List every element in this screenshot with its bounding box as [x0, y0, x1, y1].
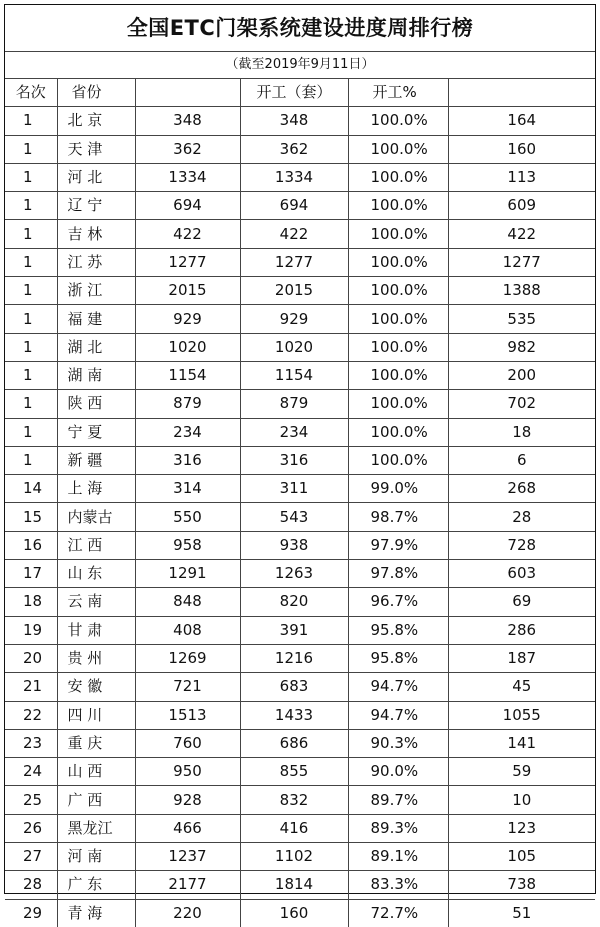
last-value-cell: 702: [448, 390, 595, 418]
table-body: [5, 107, 595, 927]
last-value-cell: 738: [448, 871, 595, 899]
rank-cell: 26: [5, 814, 57, 842]
plan-cell: 422: [135, 220, 240, 248]
column-header-rank: 名次: [5, 79, 57, 107]
plan-cell: 721: [135, 673, 240, 701]
province-cell: 北 京: [57, 107, 135, 135]
rank-cell: 20: [5, 644, 57, 672]
table-row: [5, 305, 595, 333]
plan-cell: 466: [135, 814, 240, 842]
started-cell: 1277: [240, 248, 348, 276]
province-cell: 广 东: [57, 871, 135, 899]
last-value-cell: 187: [448, 644, 595, 672]
rank-cell: 1: [5, 390, 57, 418]
table-header-row: [5, 79, 595, 107]
percent-cell: 100.0%: [348, 361, 448, 389]
last-value-cell: 18: [448, 418, 595, 446]
last-value-cell: 164: [448, 107, 595, 135]
started-cell: 929: [240, 305, 348, 333]
table-row: [5, 107, 595, 135]
percent-cell: 94.7%: [348, 673, 448, 701]
table-row: [5, 163, 595, 191]
plan-cell: 1513: [135, 701, 240, 729]
plan-cell: 1154: [135, 361, 240, 389]
plan-cell: 1277: [135, 248, 240, 276]
started-cell: 820: [240, 588, 348, 616]
started-cell: 1814: [240, 871, 348, 899]
province-cell: 广 西: [57, 786, 135, 814]
rank-cell: 1: [5, 220, 57, 248]
rank-cell: 23: [5, 729, 57, 757]
plan-cell: 848: [135, 588, 240, 616]
rank-cell: 16: [5, 531, 57, 559]
percent-cell: 97.9%: [348, 531, 448, 559]
started-cell: 1334: [240, 163, 348, 191]
table-row: [5, 475, 595, 503]
last-value-cell: 268: [448, 475, 595, 503]
province-cell: 辽 宁: [57, 192, 135, 220]
started-cell: 855: [240, 758, 348, 786]
table-row: [5, 899, 595, 927]
percent-cell: 94.7%: [348, 701, 448, 729]
last-value-cell: 141: [448, 729, 595, 757]
table-row: [5, 503, 595, 531]
table-row: [5, 192, 595, 220]
province-cell: 上 海: [57, 475, 135, 503]
plan-cell: 1237: [135, 843, 240, 871]
plan-cell: 694: [135, 192, 240, 220]
last-value-cell: 59: [448, 758, 595, 786]
plan-cell: 1020: [135, 333, 240, 361]
ranking-document: [4, 4, 596, 922]
last-value-cell: 200: [448, 361, 595, 389]
column-header-plan: [135, 79, 240, 107]
rank-cell: 14: [5, 475, 57, 503]
plan-cell: 316: [135, 446, 240, 474]
percent-cell: 89.3%: [348, 814, 448, 842]
province-cell: 福 建: [57, 305, 135, 333]
table-row: [5, 418, 595, 446]
province-cell: 山 西: [57, 758, 135, 786]
province-cell: 贵 州: [57, 644, 135, 672]
ranking-table: [5, 79, 595, 927]
province-cell: 天 津: [57, 135, 135, 163]
column-header-started: 开工（套）: [240, 79, 348, 107]
rank-cell: 1: [5, 305, 57, 333]
percent-cell: 100.0%: [348, 107, 448, 135]
percent-cell: 100.0%: [348, 248, 448, 276]
started-cell: 316: [240, 446, 348, 474]
plan-cell: 2015: [135, 277, 240, 305]
rank-cell: 1: [5, 361, 57, 389]
province-cell: 河 北: [57, 163, 135, 191]
province-cell: 安 徽: [57, 673, 135, 701]
last-value-cell: 1277: [448, 248, 595, 276]
last-value-cell: 1055: [448, 701, 595, 729]
last-value-cell: 609: [448, 192, 595, 220]
table-row: [5, 390, 595, 418]
plan-cell: 879: [135, 390, 240, 418]
rank-cell: 15: [5, 503, 57, 531]
rank-cell: 18: [5, 588, 57, 616]
percent-cell: 83.3%: [348, 871, 448, 899]
percent-cell: 99.0%: [348, 475, 448, 503]
percent-cell: 100.0%: [348, 418, 448, 446]
province-cell: 河 南: [57, 843, 135, 871]
table-row: [5, 361, 595, 389]
table-row: [5, 729, 595, 757]
province-cell: 湖 南: [57, 361, 135, 389]
province-cell: 湖 北: [57, 333, 135, 361]
started-cell: 1020: [240, 333, 348, 361]
province-cell: 云 南: [57, 588, 135, 616]
table-row: [5, 446, 595, 474]
plan-cell: 362: [135, 135, 240, 163]
percent-cell: 100.0%: [348, 192, 448, 220]
province-cell: 江 西: [57, 531, 135, 559]
plan-cell: 760: [135, 729, 240, 757]
rank-cell: 22: [5, 701, 57, 729]
province-cell: 青 海: [57, 899, 135, 927]
started-cell: 391: [240, 616, 348, 644]
plan-cell: 1334: [135, 163, 240, 191]
rank-cell: 1: [5, 248, 57, 276]
table-row: [5, 220, 595, 248]
last-value-cell: 10: [448, 786, 595, 814]
last-value-cell: 105: [448, 843, 595, 871]
table-row: [5, 248, 595, 276]
started-cell: 1102: [240, 843, 348, 871]
plan-cell: 220: [135, 899, 240, 927]
table-row: [5, 333, 595, 361]
percent-cell: 100.0%: [348, 333, 448, 361]
table-row: [5, 616, 595, 644]
last-value-cell: 28: [448, 503, 595, 531]
table-row: [5, 814, 595, 842]
started-cell: 543: [240, 503, 348, 531]
started-cell: 694: [240, 192, 348, 220]
province-cell: 吉 林: [57, 220, 135, 248]
percent-cell: 89.7%: [348, 786, 448, 814]
started-cell: 686: [240, 729, 348, 757]
started-cell: 683: [240, 673, 348, 701]
last-value-cell: 982: [448, 333, 595, 361]
started-cell: 234: [240, 418, 348, 446]
page-title: 全国ETC门架系统建设进度周排行榜: [5, 5, 595, 52]
last-value-cell: 6: [448, 446, 595, 474]
percent-cell: 100.0%: [348, 277, 448, 305]
column-header-last: [448, 79, 595, 107]
page-subtitle: （截至2019年9月11日）: [5, 52, 595, 79]
province-cell: 宁 夏: [57, 418, 135, 446]
started-cell: 1263: [240, 560, 348, 588]
last-value-cell: 45: [448, 673, 595, 701]
plan-cell: 958: [135, 531, 240, 559]
rank-cell: 27: [5, 843, 57, 871]
percent-cell: 100.0%: [348, 446, 448, 474]
percent-cell: 96.7%: [348, 588, 448, 616]
plan-cell: 314: [135, 475, 240, 503]
percent-cell: 97.8%: [348, 560, 448, 588]
percent-cell: 100.0%: [348, 135, 448, 163]
table-row: [5, 560, 595, 588]
rank-cell: 1: [5, 107, 57, 135]
rank-cell: 17: [5, 560, 57, 588]
last-value-cell: 51: [448, 899, 595, 927]
started-cell: 416: [240, 814, 348, 842]
last-value-cell: 113: [448, 163, 595, 191]
table-row: [5, 871, 595, 899]
rank-cell: 29: [5, 899, 57, 927]
plan-cell: 1269: [135, 644, 240, 672]
rank-cell: 1: [5, 277, 57, 305]
last-value-cell: 603: [448, 560, 595, 588]
table-row: [5, 758, 595, 786]
started-cell: 938: [240, 531, 348, 559]
rank-cell: 21: [5, 673, 57, 701]
percent-cell: 90.3%: [348, 729, 448, 757]
province-cell: 浙 江: [57, 277, 135, 305]
province-cell: 江 苏: [57, 248, 135, 276]
column-header-percent: 开工%: [348, 79, 448, 107]
percent-cell: 90.0%: [348, 758, 448, 786]
percent-cell: 72.7%: [348, 899, 448, 927]
rank-cell: 24: [5, 758, 57, 786]
plan-cell: 550: [135, 503, 240, 531]
province-cell: 黑龙江: [57, 814, 135, 842]
province-cell: 新 疆: [57, 446, 135, 474]
started-cell: 348: [240, 107, 348, 135]
started-cell: 1154: [240, 361, 348, 389]
last-value-cell: 728: [448, 531, 595, 559]
province-cell: 陕 西: [57, 390, 135, 418]
percent-cell: 95.8%: [348, 644, 448, 672]
percent-cell: 100.0%: [348, 163, 448, 191]
plan-cell: 928: [135, 786, 240, 814]
percent-cell: 89.1%: [348, 843, 448, 871]
province-cell: 甘 肃: [57, 616, 135, 644]
table-row: [5, 277, 595, 305]
table-row: [5, 531, 595, 559]
percent-cell: 98.7%: [348, 503, 448, 531]
plan-cell: 1291: [135, 560, 240, 588]
rank-cell: 1: [5, 418, 57, 446]
province-cell: 四 川: [57, 701, 135, 729]
percent-cell: 95.8%: [348, 616, 448, 644]
rank-cell: 28: [5, 871, 57, 899]
percent-cell: 100.0%: [348, 220, 448, 248]
started-cell: 1433: [240, 701, 348, 729]
last-value-cell: 286: [448, 616, 595, 644]
started-cell: 422: [240, 220, 348, 248]
last-value-cell: 160: [448, 135, 595, 163]
province-cell: 内蒙古: [57, 503, 135, 531]
column-header-province: 省份: [57, 79, 135, 107]
table-row: [5, 135, 595, 163]
started-cell: 160: [240, 899, 348, 927]
plan-cell: 2177: [135, 871, 240, 899]
table-row: [5, 701, 595, 729]
rank-cell: 19: [5, 616, 57, 644]
last-value-cell: 69: [448, 588, 595, 616]
rank-cell: 1: [5, 163, 57, 191]
table-row: [5, 588, 595, 616]
last-value-cell: 123: [448, 814, 595, 842]
percent-cell: 100.0%: [348, 390, 448, 418]
table-row: [5, 673, 595, 701]
started-cell: 879: [240, 390, 348, 418]
started-cell: 832: [240, 786, 348, 814]
last-value-cell: 422: [448, 220, 595, 248]
rank-cell: 25: [5, 786, 57, 814]
rank-cell: 1: [5, 446, 57, 474]
started-cell: 2015: [240, 277, 348, 305]
percent-cell: 100.0%: [348, 305, 448, 333]
table-row: [5, 644, 595, 672]
plan-cell: 234: [135, 418, 240, 446]
province-cell: 山 东: [57, 560, 135, 588]
rank-cell: 1: [5, 333, 57, 361]
plan-cell: 929: [135, 305, 240, 333]
rank-cell: 1: [5, 192, 57, 220]
province-cell: 重 庆: [57, 729, 135, 757]
started-cell: 362: [240, 135, 348, 163]
started-cell: 311: [240, 475, 348, 503]
last-value-cell: 1388: [448, 277, 595, 305]
plan-cell: 950: [135, 758, 240, 786]
table-row: [5, 843, 595, 871]
table-row: [5, 786, 595, 814]
started-cell: 1216: [240, 644, 348, 672]
last-value-cell: 535: [448, 305, 595, 333]
rank-cell: 1: [5, 135, 57, 163]
plan-cell: 348: [135, 107, 240, 135]
plan-cell: 408: [135, 616, 240, 644]
